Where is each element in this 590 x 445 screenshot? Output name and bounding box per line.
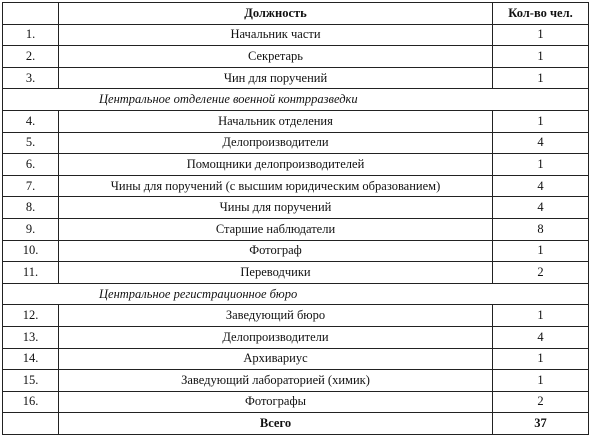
header-number <box>3 3 59 25</box>
row-number: 14. <box>3 348 59 370</box>
section-title: Центральное регистрационное бюро <box>3 283 589 305</box>
row-count: 2 <box>493 262 589 284</box>
row-position: Переводчики <box>59 262 493 284</box>
row-count: 1 <box>493 154 589 176</box>
row-position: Чин для поручений <box>59 67 493 89</box>
total-label: Всего <box>59 413 493 435</box>
row-number: 4. <box>3 110 59 132</box>
row-number: 10. <box>3 240 59 262</box>
row-position: Старшие наблюдатели <box>59 218 493 240</box>
row-count: 4 <box>493 197 589 219</box>
table-row <box>3 175 589 197</box>
row-number: 13. <box>3 326 59 348</box>
total-number <box>3 413 59 435</box>
row-position: Фотограф <box>59 240 493 262</box>
row-count: 8 <box>493 218 589 240</box>
table-row <box>3 305 589 327</box>
row-count: 1 <box>493 305 589 327</box>
table-row <box>3 24 589 46</box>
total-row <box>3 413 589 435</box>
table-header-row <box>3 3 589 25</box>
row-count: 4 <box>493 326 589 348</box>
row-count: 1 <box>493 240 589 262</box>
section-title: Центральное отделение военной контрразведки <box>3 89 589 111</box>
table-row <box>3 110 589 132</box>
row-count: 4 <box>493 175 589 197</box>
row-number: 7. <box>3 175 59 197</box>
row-position: Фотографы <box>59 391 493 413</box>
row-position: Секретарь <box>59 46 493 68</box>
table-row <box>3 154 589 176</box>
row-number: 9. <box>3 218 59 240</box>
row-count: 4 <box>493 132 589 154</box>
row-position: Делопроизводители <box>59 132 493 154</box>
row-number: 6. <box>3 154 59 176</box>
table-row <box>3 132 589 154</box>
row-position: Чины для поручений <box>59 197 493 219</box>
row-number: 12. <box>3 305 59 327</box>
table-row <box>3 197 589 219</box>
row-position: Помощники делопроизводителей <box>59 154 493 176</box>
header-position: Должность <box>59 3 493 25</box>
row-number: 1. <box>3 24 59 46</box>
table-row <box>3 67 589 89</box>
row-number: 8. <box>3 197 59 219</box>
row-position: Делопроизводители <box>59 326 493 348</box>
row-count: 1 <box>493 46 589 68</box>
row-number: 16. <box>3 391 59 413</box>
row-count: 1 <box>493 110 589 132</box>
table-row <box>3 370 589 392</box>
row-number: 3. <box>3 67 59 89</box>
row-count: 2 <box>493 391 589 413</box>
row-number: 2. <box>3 46 59 68</box>
row-number: 5. <box>3 132 59 154</box>
row-count: 1 <box>493 24 589 46</box>
table-row <box>3 348 589 370</box>
row-count: 1 <box>493 67 589 89</box>
row-position: Архивариус <box>59 348 493 370</box>
section-row <box>3 283 589 305</box>
section-row <box>3 89 589 111</box>
row-position: Начальник части <box>59 24 493 46</box>
row-count: 1 <box>493 370 589 392</box>
table-row <box>3 262 589 284</box>
row-count: 1 <box>493 348 589 370</box>
row-number: 11. <box>3 262 59 284</box>
staff-table-container <box>2 2 589 435</box>
row-position: Чины для поручений (с высшим юридическим образованием) <box>59 175 493 197</box>
staff-table <box>2 2 589 435</box>
row-position: Заведующий бюро <box>59 305 493 327</box>
table-row <box>3 218 589 240</box>
total-count: 37 <box>493 413 589 435</box>
row-number: 15. <box>3 370 59 392</box>
table-row <box>3 240 589 262</box>
table-row <box>3 391 589 413</box>
header-count: Кол-во чел. <box>493 3 589 25</box>
row-position: Заведующий лабораторией (химик) <box>59 370 493 392</box>
table-row <box>3 46 589 68</box>
table-row <box>3 326 589 348</box>
row-position: Начальник отделения <box>59 110 493 132</box>
